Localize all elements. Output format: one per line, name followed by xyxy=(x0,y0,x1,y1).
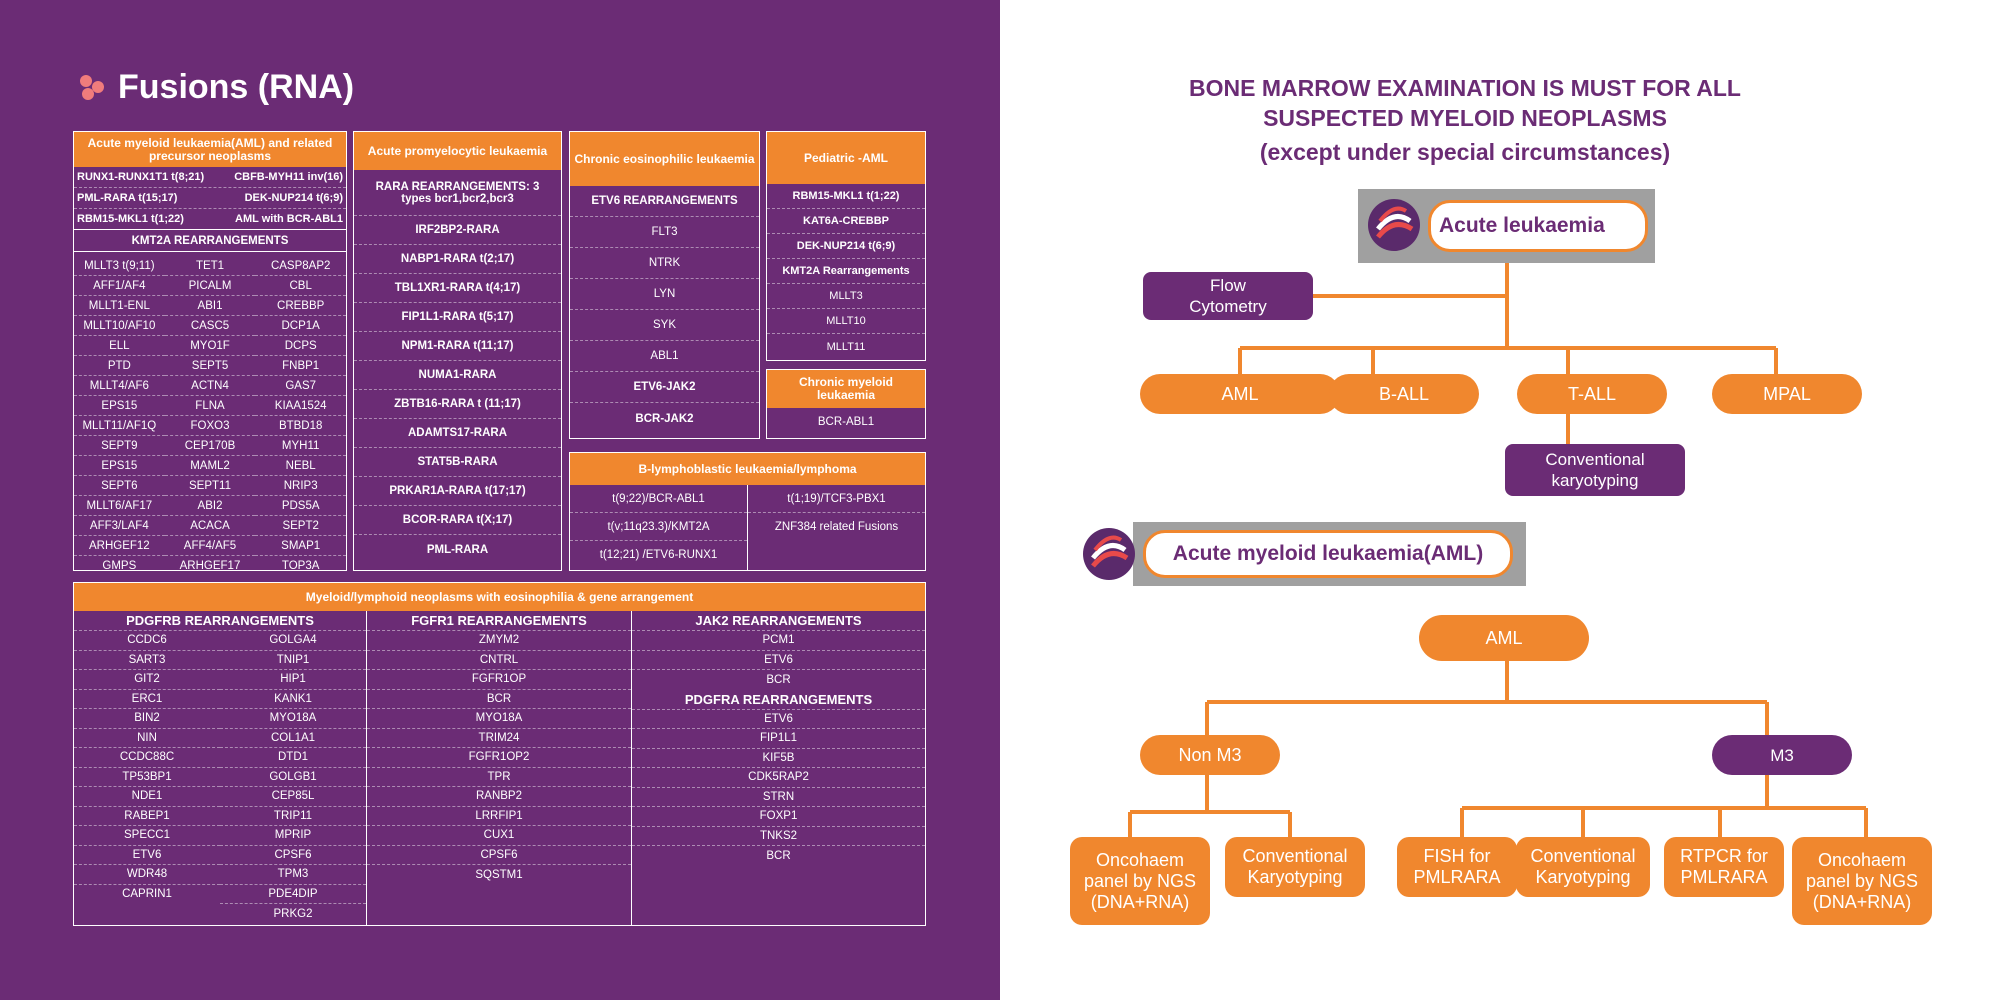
kmt2a-partner-b-3: CASC5 xyxy=(165,316,256,336)
cel-item-2: NTRK xyxy=(570,248,759,279)
apl-item-1: IRF2BP2-RARA xyxy=(354,216,561,245)
apl-item-0: RARA REARRANGEMENTS: 3 types bcr1,bcr2,bcr3 xyxy=(354,170,561,216)
aml-label-text: Acute myeloid leukaemia(AML) xyxy=(1172,542,1484,565)
non-m3-ngs: Oncohaem panel by NGS (DNA+RNA) xyxy=(1070,837,1210,925)
kmt2a-partner-a-13: AFF3/LAF4 xyxy=(74,516,165,536)
fgfr1-partner-3: BCR xyxy=(367,690,631,710)
pdgfrb-partner-b-13: PDE4DIP xyxy=(220,885,366,905)
node-aml-root: AML xyxy=(1419,615,1589,661)
jak2-partner-1: ETV6 xyxy=(632,651,925,671)
fgfr1-partner-2: FGFR1OP xyxy=(367,670,631,690)
kmt2a-partner-b-9: CEP170B xyxy=(165,436,256,456)
aml-fusion: PML-RARA t(15;17) xyxy=(77,192,178,204)
pdgfrb-partner-a-0: CCDC6 xyxy=(74,631,220,651)
kmt2a-partner-b-15: ARHGEF17 xyxy=(179,560,241,571)
kmt2a-partner-a-4: ELL xyxy=(74,336,165,356)
acute-leukaemia-text: Acute leukaemia xyxy=(1439,214,1605,237)
m3-rtpcr: RTPCR for PMLRARA xyxy=(1664,837,1784,897)
kmt2a-partner-c-8: BTBD18 xyxy=(255,416,346,436)
jak2-header: JAK2 REARRANGEMENTS xyxy=(632,611,925,631)
kmt2a-partner-b-0: TET1 xyxy=(165,256,256,276)
pdgfrb-partner-b-9: TRIP11 xyxy=(220,807,366,827)
node-mpal: MPAL xyxy=(1712,374,1862,414)
pdgfra-partner-5: FOXP1 xyxy=(632,807,925,827)
pdgfrb-partner-b-5: COL1A1 xyxy=(220,729,366,749)
fgfr1-partner-10: CUX1 xyxy=(367,826,631,846)
fgfr1-partner-0: ZMYM2 xyxy=(367,631,631,651)
kmt2a-partner-b-10: MAML2 xyxy=(165,456,256,476)
brand-logo-icon-2 xyxy=(1083,528,1135,580)
pdgfrb-partner-a-6: CCDC88C xyxy=(74,748,220,768)
fgfr1-partner-8: RANBP2 xyxy=(367,787,631,807)
pdgfrb-partner-b-7: GOLGB1 xyxy=(220,768,366,788)
kmt2a-partner-a-0: MLLT3 t(9;11) xyxy=(74,256,165,276)
aml-fusion: CBFB-MYH11 inv(16) xyxy=(234,171,343,183)
fgfr1-partner-6: FGFR1OP2 xyxy=(367,748,631,768)
kmt2a-partner-c-1: CBL xyxy=(255,276,346,296)
ball-item-a-2: t(12;21) /ETV6-RUNX1 xyxy=(599,549,718,561)
heading-line-3: (except under special circumstances) xyxy=(1259,139,1671,165)
pdgfrb-partner-a-11: ETV6 xyxy=(74,846,220,866)
aml-fusion: DEK-NUP214 t(6;9) xyxy=(244,192,343,204)
pdgfrb-partner-a-10: SPECC1 xyxy=(74,826,220,846)
fgfr1-partner-7: TPR xyxy=(367,768,631,788)
kmt2a-header: KMT2A REARRANGEMENTS xyxy=(74,230,346,252)
kmt2a-partner-c-2: CREBBP xyxy=(255,296,346,316)
apl-item-10: PRKAR1A-RARA t(17;17) xyxy=(354,477,561,506)
kmt2a-partner-a-14: ARHGEF12 xyxy=(74,536,165,556)
fgfr1-partner-1: CNTRL xyxy=(367,651,631,671)
cel-item-3: LYN xyxy=(570,279,759,310)
kmt2a-partner-a-10: EPS15 xyxy=(74,456,165,476)
kmt2a-partner-a-6: MLLT4/AF6 xyxy=(74,376,165,396)
cel-item-6: ETV6-JAK2 xyxy=(570,372,759,403)
aml-fusion: RUNX1-RUNX1T1 t(8;21) xyxy=(77,171,205,183)
fgfr1-partner-5: TRIM24 xyxy=(367,729,631,749)
apl-item-3: TBL1XR1-RARA t(4;17) xyxy=(354,274,561,303)
pediatric-item-2: DEK-NUP214 t(6;9) xyxy=(767,234,925,259)
conventional-karyotyping-box: Conventional karyotyping xyxy=(1505,444,1685,496)
kmt2a-partner-c-0: CASP8AP2 xyxy=(255,256,346,276)
pdgfra-partner-7: BCR xyxy=(766,849,791,862)
kmt2a-partner-b-2: ABI1 xyxy=(165,296,256,316)
apl-item-5: NPM1-RARA t(11;17) xyxy=(354,332,561,361)
kmt2a-partner-b-1: PICALM xyxy=(165,276,256,296)
kmt2a-partner-b-4: MYO1F xyxy=(165,336,256,356)
apl-item-2: NABP1-RARA t(2;17) xyxy=(354,245,561,274)
pdgfra-partner-4: STRN xyxy=(632,788,925,808)
kmt2a-partner-c-14: SMAP1 xyxy=(255,536,346,556)
ball-item-a-0: t(9;22)/BCR-ABL1 xyxy=(570,485,747,513)
node-b-all: B-ALL xyxy=(1329,374,1479,414)
aml-pill xyxy=(1143,530,1513,578)
kmt2a-partner-a-7: EPS15 xyxy=(74,396,165,416)
kmt2a-partner-c-6: GAS7 xyxy=(255,376,346,396)
kmt2a-partner-b-8: FOXO3 xyxy=(165,416,256,436)
acute-leukaemia-label xyxy=(1358,189,1655,263)
brand-logo-icon xyxy=(1368,199,1420,251)
pdgfrb-partner-a-12: WDR48 xyxy=(74,865,220,885)
apl-item-6: NUMA1-RARA xyxy=(354,361,561,390)
kmt2a-partner-c-10: NEBL xyxy=(255,456,346,476)
fgfr1-partner-4: MYO18A xyxy=(367,709,631,729)
pdgfrb-partner-b-3: KANK1 xyxy=(220,690,366,710)
kmt2a-partner-a-12: MLLT6/AF17 xyxy=(74,496,165,516)
pdgfra-partner-3: CDK5RAP2 xyxy=(632,768,925,788)
cel-item-0: ETV6 REARRANGEMENTS xyxy=(570,186,759,217)
node-non-m3: Non M3 xyxy=(1140,735,1280,775)
cel-header: Chronic eosinophilic leukaemia xyxy=(570,132,759,186)
kmt2a-partner-c-15: TOP3A xyxy=(281,560,320,571)
pdgfra-partner-2: KIF5B xyxy=(632,749,925,769)
pdgfrb-partner-a-8: NDE1 xyxy=(74,787,220,807)
kmt2a-partner-c-7: KIAA1524 xyxy=(255,396,346,416)
ball-item-a-1: t(v;11q23.3)/KMT2A xyxy=(570,513,747,541)
fgfr1-partner-11: CPSF6 xyxy=(367,846,631,866)
jak2-partner-0: PCM1 xyxy=(632,631,925,651)
kmt2a-partner-c-5: FNBP1 xyxy=(255,356,346,376)
pdgfrb-partner-a-7: TP53BP1 xyxy=(74,768,220,788)
kmt2a-partner-b-7: FLNA xyxy=(165,396,256,416)
kmt2a-partner-c-12: PDS5A xyxy=(255,496,346,516)
kmt2a-partner-b-14: AFF4/AF5 xyxy=(165,536,256,556)
m3-karyotyping: Conventional Karyotyping xyxy=(1516,837,1650,897)
heading-line-2: SUSPECTED MYELOID NEOPLASMS xyxy=(1263,105,1667,131)
kmt2a-partner-b-11: SEPT11 xyxy=(165,476,256,496)
apl-item-12: PML-RARA xyxy=(426,543,489,556)
pdgfrb-partner-a-5: NIN xyxy=(74,729,220,749)
pdgfrb-partner-a-1: SART3 xyxy=(74,651,220,671)
cel-item-5: ABL1 xyxy=(570,341,759,372)
kmt2a-partner-c-11: NRIP3 xyxy=(255,476,346,496)
pdgfra-partner-0: ETV6 xyxy=(632,710,925,730)
pdgfrb-partner-b-14: PRKG2 xyxy=(273,907,313,920)
pdgfrb-partner-b-4: MYO18A xyxy=(220,709,366,729)
cel-item-7: BCR-JAK2 xyxy=(635,412,694,425)
ball-header: B-lymphoblastic leukaemia/lymphoma xyxy=(570,453,925,485)
jak2-partner-2: BCR xyxy=(766,673,791,686)
pediatric-item-4: MLLT3 xyxy=(767,284,925,309)
kmt2a-partner-a-5: PTD xyxy=(74,356,165,376)
apl-item-9: STAT5B-RARA xyxy=(354,448,561,477)
non-m3-karyotyping: Conventional Karyotyping xyxy=(1225,837,1365,897)
pediatric-item-1: KAT6A-CREBBP xyxy=(767,209,925,234)
cml-item-0: BCR-ABL1 xyxy=(817,416,875,428)
pdgfrb-partner-b-10: MPRIP xyxy=(220,826,366,846)
kmt2a-partner-c-3: DCP1A xyxy=(255,316,346,336)
kmt2a-partner-a-8: MLLT11/AF1Q xyxy=(74,416,165,436)
kmt2a-partner-a-9: SEPT9 xyxy=(74,436,165,456)
kmt2a-partner-c-4: DCPS xyxy=(255,336,346,356)
pdgfrb-partner-b-6: DTD1 xyxy=(220,748,366,768)
m3-ngs: Oncohaem panel by NGS (DNA+RNA) xyxy=(1792,837,1932,925)
apl-header: Acute promyelocytic leukaemia xyxy=(354,132,561,170)
pdgfrb-partner-b-1: TNIP1 xyxy=(220,651,366,671)
node-m3: M3 xyxy=(1712,735,1852,775)
pdgfrb-partner-b-0: GOLGA4 xyxy=(220,631,366,651)
cel-item-1: FLT3 xyxy=(570,217,759,248)
apl-item-4: FIP1L1-RARA t(5;17) xyxy=(354,303,561,332)
pdgfrb-partner-a-3: ERC1 xyxy=(74,690,220,710)
acute-leukaemia-pill xyxy=(1428,200,1648,252)
title-text: Fusions (RNA) xyxy=(118,68,355,106)
pdgfra-partner-6: TNKS2 xyxy=(632,827,925,847)
pediatric-aml-header: Pediatric -AML xyxy=(767,132,925,184)
pdgfra-partner-1: FIP1L1 xyxy=(632,729,925,749)
kmt2a-partner-b-5: SEPT5 xyxy=(165,356,256,376)
m3-fish: FISH for PMLRARA xyxy=(1397,837,1517,897)
cml-header: Chronic myeloid leukaemia xyxy=(767,370,925,408)
fgfr1-partner-9: LRRFIP1 xyxy=(367,807,631,827)
kmt2a-partner-a-3: MLLT10/AF10 xyxy=(74,316,165,336)
node-aml: AML xyxy=(1140,374,1340,414)
kmt2a-partner-a-2: MLLT1-ENL xyxy=(74,296,165,316)
kmt2a-partner-c-13: SEPT2 xyxy=(255,516,346,536)
pdgfrb-partner-b-8: CEP85L xyxy=(220,787,366,807)
apl-item-7: ZBTB16-RARA t (11;17) xyxy=(354,390,561,419)
kmt2a-partner-b-12: ABI2 xyxy=(165,496,256,516)
pdgfrb-partner-a-2: GIT2 xyxy=(74,670,220,690)
heading-line-1: BONE MARROW EXAMINATION IS MUST FOR ALL xyxy=(1189,75,1741,101)
pediatric-item-5: MLLT10 xyxy=(767,309,925,334)
pdgfrb-partner-a-9: RABEP1 xyxy=(74,807,220,827)
aml-label xyxy=(1133,522,1526,586)
node-t-all: T-ALL xyxy=(1517,374,1667,414)
pdgfrb-header: PDGFRB REARRANGEMENTS xyxy=(74,611,366,631)
apl-item-8: ADAMTS17-RARA xyxy=(354,419,561,448)
cel-item-4: SYK xyxy=(570,310,759,341)
flow-cytometry-box: Flow Cytometry xyxy=(1143,272,1313,320)
fgfr1-header: FGFR1 REARRANGEMENTS xyxy=(367,611,631,631)
kmt2a-partner-b-6: ACTN4 xyxy=(165,376,256,396)
kmt2a-partner-a-11: SEPT6 xyxy=(74,476,165,496)
pediatric-item-0: RBM15-MKL1 t(1;22) xyxy=(767,184,925,209)
pdgfrb-partner-a-13: CAPRIN1 xyxy=(122,888,172,901)
aml-fusion: AML with BCR-ABL1 xyxy=(235,213,343,225)
pdgfrb-partner-b-12: TPM3 xyxy=(220,865,366,885)
pdgfrb-partner-a-4: BIN2 xyxy=(74,709,220,729)
kmt2a-partner-a-15: GMPS xyxy=(102,560,137,571)
ball-item-b-1: ZNF384 related Fusions xyxy=(774,521,899,533)
pediatric-item-3: KMT2A Rearrangements xyxy=(767,259,925,284)
aml-fusion: RBM15-MKL1 t(1;22) xyxy=(77,213,184,225)
mln-header: Myeloid/lymphoid neoplasms with eosinophilia & gene arrangement xyxy=(74,583,925,611)
ball-item-b-0: t(1;19)/TCF3-PBX1 xyxy=(748,485,925,513)
kmt2a-partner-c-9: MYH11 xyxy=(255,436,346,456)
fgfr1-partner-12: SQSTM1 xyxy=(475,868,523,881)
pdgfrb-partner-b-2: HIP1 xyxy=(220,670,366,690)
aml-header: Acute myeloid leukaemia(AML) and related precursor neoplasms xyxy=(74,132,346,167)
kmt2a-partner-b-13: ACACA xyxy=(165,516,256,536)
apl-item-11: BCOR-RARA t(X;17) xyxy=(354,506,561,535)
pdgfrb-partner-b-11: CPSF6 xyxy=(220,846,366,866)
kmt2a-partner-a-1: AFF1/AF4 xyxy=(74,276,165,296)
pediatric-item-6: MLLT11 xyxy=(826,340,866,353)
pdgfra-header: PDGFRA REARRANGEMENTS xyxy=(632,690,925,710)
